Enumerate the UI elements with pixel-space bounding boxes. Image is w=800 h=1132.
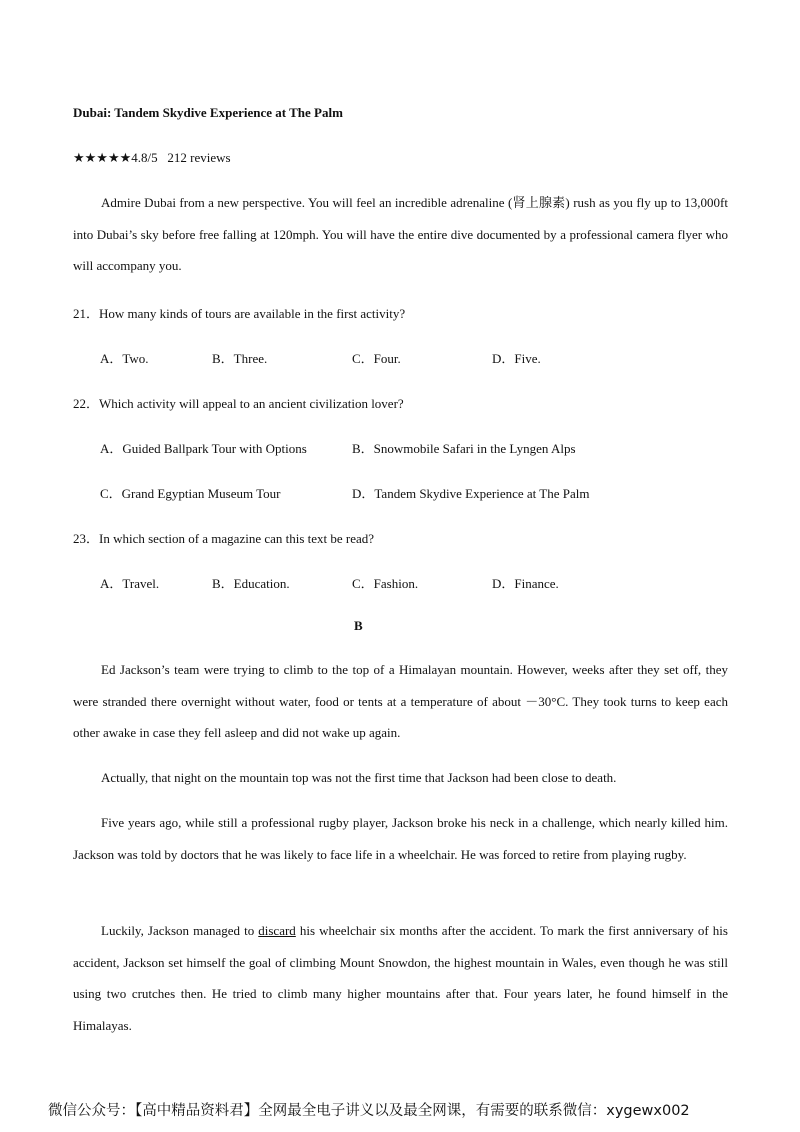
underlined-word: discard bbox=[258, 923, 296, 938]
question-text: How many kinds of tours are available in the first activity? bbox=[99, 306, 406, 321]
q21-option-a: A．Two. bbox=[100, 351, 149, 366]
q22-option-d: D．Tandem Skydive Experience at The Palm bbox=[352, 486, 590, 501]
question-text: In which section of a magazine can this text be read? bbox=[99, 531, 375, 546]
footer-watermark: 微信公众号：【高中精品资料君】全网最全电子讲义以及最全网课，有需要的联系微信：xygewx002 bbox=[48, 1103, 690, 1119]
q22-option-a: A．Guided Ballpark Tour with Options bbox=[100, 441, 307, 456]
passage-b-paragraph-1: Ed Jackson’s team were trying to climb to the top of a Himalayan mountain. However, weeks after they set off, they were stranded there overnight without water, food or tents at a temperature of about －30°C. They took turns to keep each other awake in case they fell asleep and did not wake up again. bbox=[73, 662, 728, 740]
q23-option-c: C．Fashion. bbox=[352, 576, 419, 591]
passage-b-paragraph-3: Five years ago, while still a professional rugby player, Jackson broke his neck in a challenge, which nearly killed him. Jackson was told by doctors that he was likely to face life in a wheelchair. He was forced to retire from playing rugby. bbox=[73, 815, 728, 862]
q21-option-b: B．Three. bbox=[212, 351, 268, 366]
question-text: Which activity will appeal to an ancient civilization lover? bbox=[99, 396, 404, 411]
q22-option-c: C．Grand Egyptian Museum Tour bbox=[100, 486, 281, 501]
question-number: 22． bbox=[73, 396, 100, 411]
question-22 bbox=[73, 393, 404, 412]
q23-option-d: D．Finance. bbox=[492, 576, 559, 591]
star-rating-icon: ★★★★★ bbox=[73, 150, 132, 165]
passage-b-paragraph-4 bbox=[73, 915, 728, 1041]
passage-a-title: Dubai: Tandem Skydive Experience at The Palm bbox=[73, 105, 343, 120]
question-23 bbox=[73, 528, 374, 547]
question-21 bbox=[73, 303, 405, 322]
q21-option-d: D．Five. bbox=[492, 351, 541, 366]
paragraph-4-text-end: his wheelchair six months after the accident. To mark the first anniversary of his accident, Jackson set himself the goal of climbing Mount Snowdon, the highest mountain in Wales, even though he was still using two crutches then. He tried to climb many higher mountains after that. Four years later, he found himself in the Himalayas. bbox=[73, 923, 728, 1033]
q23-option-a: A．Travel. bbox=[100, 576, 160, 591]
review-count: 212 reviews bbox=[167, 150, 231, 165]
q22-option-b: B．Snowmobile Safari in the Lyngen Alps bbox=[352, 441, 576, 456]
passage-a-description: Admire Dubai from a new perspective. You will feel an incredible adrenaline (肾上腺素) rush as you fly up to 13,000ft into Dubai’s sky before free falling at 120mph. You will have the entire dive documented by a professional camera flyer who will accompany you. bbox=[73, 195, 728, 273]
paragraph-4-text-start: Luckily, Jackson managed to bbox=[101, 923, 259, 938]
passage-b-paragraph-2: Actually, that night on the mountain top was not the first time that Jackson had been close to death. bbox=[101, 770, 617, 785]
q21-option-c: C．Four. bbox=[352, 351, 401, 366]
rating-line bbox=[73, 150, 231, 166]
rating-score: 4.8/5 bbox=[131, 150, 158, 165]
question-number: 23． bbox=[73, 531, 100, 546]
q23-option-b: B．Education. bbox=[212, 576, 290, 591]
passage-b-heading: B bbox=[354, 618, 363, 633]
question-number: 21． bbox=[73, 306, 100, 321]
